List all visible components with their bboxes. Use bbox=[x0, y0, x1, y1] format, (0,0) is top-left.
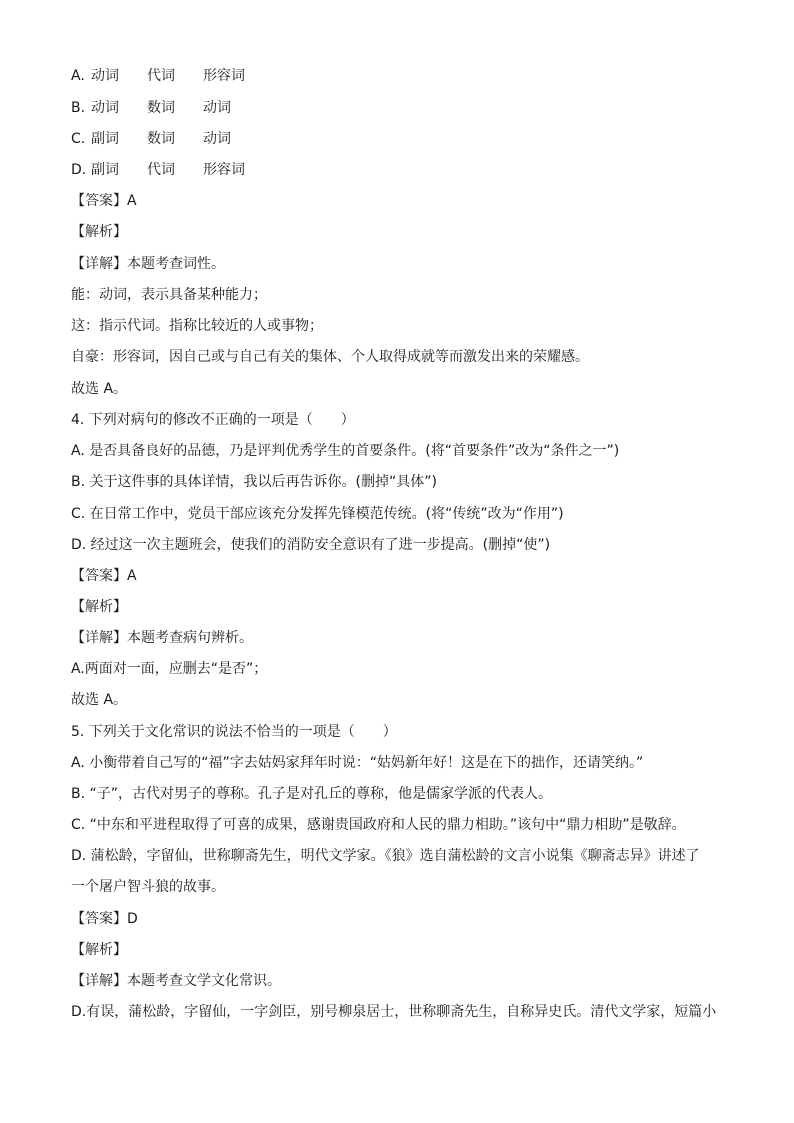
q4-option-c: C. 在日常工作中，党员干部应该充分发挥先锋模范传统。(将“传统”改为“作用”) bbox=[71, 506, 564, 522]
q4-line: A.两面对一面，应删去“是否”； bbox=[71, 661, 268, 677]
q3-line: 故选 A。 bbox=[71, 381, 128, 397]
q3-line: 能：动词，表示具备某种能力； bbox=[71, 287, 267, 303]
q5-answer: 【答案】D bbox=[71, 911, 138, 927]
q4-answer: 【答案】A bbox=[71, 568, 137, 584]
q5-option-d-continued: 一个屠户智斗狼的故事。 bbox=[71, 879, 225, 895]
q4-line: 故选 A。 bbox=[71, 692, 128, 708]
q5-option-b: B. “子”，古代对男子的尊称。孔子是对孔丘的尊称，他是儒家学派的代表人。 bbox=[71, 786, 553, 802]
q5-detail: 【详解】本题考查文学文化常识。 bbox=[71, 973, 281, 989]
q4-option-a: A. 是否具备良好的品德，乃是评判优秀学生的首要条件。(将“首要条件”改为“条件之一”) bbox=[71, 443, 620, 459]
q3-option-b: B. 动词 数词 动词 bbox=[71, 100, 231, 116]
q4-stem: 4. 下列对病句的修改不正确的一项是（ ） bbox=[71, 412, 355, 428]
q4-option-b: B. 关于这件事的具体详情，我以后再告诉你。(删掉“具体”) bbox=[71, 474, 437, 490]
q5-option-d: D. 蒲松龄，字留仙，世称聊斋先生，明代文学家。《狼》选自蒲松龄的文言小说集《聊斋志异》讲述了 bbox=[71, 848, 700, 864]
q4-detail: 【详解】本题考查病句辨析。 bbox=[71, 630, 253, 646]
q5-option-a: A. 小衡带着自己写的“福”字去姑妈家拜年时说：“姑妈新年好！这是在下的拙作，还请笑纳。” bbox=[71, 755, 644, 771]
q3-detail: 【详解】本题考查词性。 bbox=[71, 256, 225, 272]
q3-option-a: A. 动词 代词 形容词 bbox=[71, 68, 245, 84]
q3-answer: 【答案】A bbox=[71, 193, 137, 209]
q3-option-d: D. 副词 代词 形容词 bbox=[71, 162, 245, 178]
q4-option-d: D. 经过这一次主题班会，使我们的消防安全意识有了进一步提高。(删掉“使”) bbox=[71, 537, 551, 553]
q3-line: 这：指示代词。指称比较近的人或事物； bbox=[71, 318, 323, 334]
q4-analysis-heading: 【解析】 bbox=[71, 599, 127, 615]
q5-analysis-heading: 【解析】 bbox=[71, 942, 127, 958]
q3-line: 自豪：形容词，因自己或与自己有关的集体、个人取得成就等而激发出来的荣耀感。 bbox=[71, 349, 589, 365]
q5-line: D.有误，蒲松龄，字留仙，一字剑臣，别号柳泉居士，世称聊斋先生，自称异史氏。清代文学家，短篇小 bbox=[71, 1004, 717, 1020]
q3-analysis-heading: 【解析】 bbox=[71, 224, 127, 240]
q3-option-c: C. 副词 数词 动词 bbox=[71, 131, 231, 147]
q5-stem: 5. 下列关于文化常识的说法不恰当的一项是（ ） bbox=[71, 724, 397, 740]
q5-option-c: C. “中东和平进程取得了可喜的成果，感谢贵国政府和人民的鼎力相助。”该句中“鼎力相助”是敬辞。 bbox=[71, 817, 686, 833]
